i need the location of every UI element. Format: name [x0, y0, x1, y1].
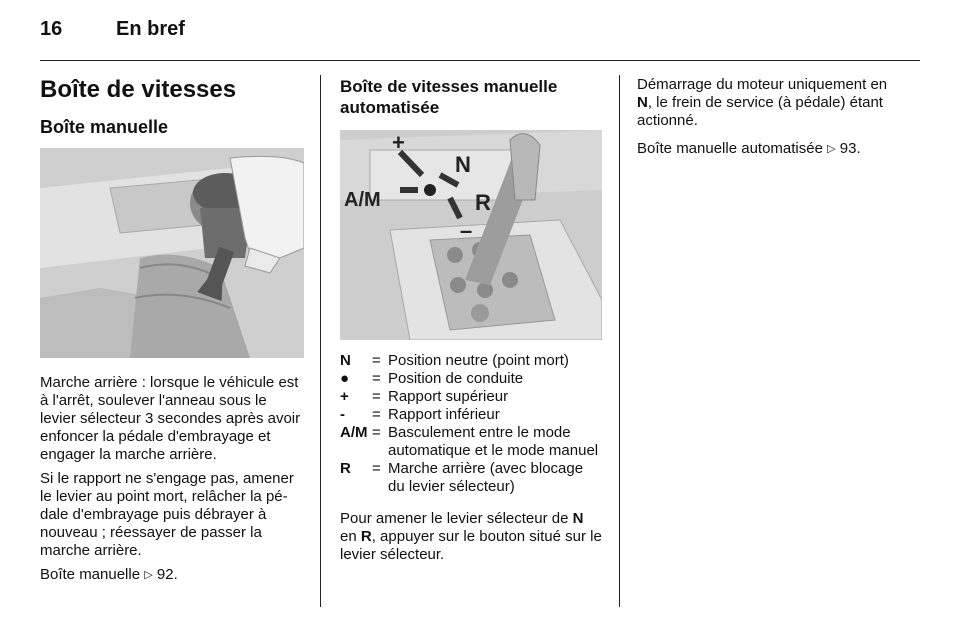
reference-label: Boîte manuelle: [40, 566, 141, 583]
text-run: Démarrage du moteur uniquement en: [637, 76, 888, 93]
legend-equals: =: [372, 352, 381, 369]
legend-key: -: [340, 406, 345, 423]
legend-key: ●: [340, 370, 350, 387]
page-number: 16: [40, 18, 63, 40]
reference-page: 92.: [156, 566, 178, 583]
column-notes: [637, 76, 903, 168]
header-divider: [40, 60, 920, 61]
automated-gearbox-illustration: [340, 130, 602, 340]
column-divider: [619, 75, 620, 607]
legend-key: R: [340, 460, 351, 477]
column-automated-gearbox: [340, 76, 602, 570]
paragraph: Si le rapport ne s'engage pas, amener le levier au point mort, relâcher la pédale d'embrayage puis débrayer à nouveau ; réessayer de passer la marche arrière.: [40, 470, 294, 559]
reference-label: Boîte manuelle automatisée: [637, 140, 823, 157]
reference-page: 93.: [839, 140, 861, 157]
chapter-title: Boîte de vitesses: [40, 76, 237, 103]
legend-desc: Rapport supérieur: [388, 388, 509, 405]
text-run: , appuyer sur le bouton situé sur le levier sélecteur.: [340, 528, 602, 563]
cross-reference: [637, 140, 903, 158]
legend-equals: =: [372, 370, 381, 387]
legend-equals: =: [372, 460, 381, 477]
page-reference-icon: ▷: [144, 569, 153, 581]
legend-row: [340, 424, 602, 460]
text-run-bold: N: [637, 94, 648, 111]
legend-row: [340, 460, 602, 496]
section-title: En bref: [116, 18, 185, 40]
legend-desc: Rapport inférieur: [388, 406, 500, 423]
legend-key: A/M: [340, 424, 368, 441]
legend-row: [340, 370, 602, 388]
page-header: [40, 18, 920, 58]
paragraph: [637, 76, 903, 130]
legend-desc: Basculement entre le mode automatique et le mode manuel: [388, 424, 599, 459]
legend-row: [340, 406, 602, 424]
legend-desc: Position neutre (point mort): [388, 352, 569, 369]
legend-list: [340, 352, 602, 496]
legend-equals: =: [372, 406, 381, 423]
selector-lever-drawing: [340, 130, 602, 340]
legend-key: N: [340, 352, 351, 369]
legend-desc: Marche arrière (avec blocage du levier sélecteur): [388, 460, 584, 495]
figure-label-minus: –: [460, 218, 473, 243]
text-run: en: [340, 528, 357, 545]
manual-gearbox-illustration: [40, 148, 304, 358]
legend-equals: =: [372, 424, 381, 441]
legend-equals: =: [372, 388, 381, 405]
text-run: Pour amener le levier sélecteur de: [340, 510, 569, 527]
legend-row: [340, 352, 602, 370]
figure-label-am: A/M: [344, 189, 381, 211]
subsection-title: Boîte manuelle: [40, 117, 169, 137]
legend-desc: Position de conduite: [388, 370, 524, 387]
subsection-title: Boîte de vitesses manuelle automatisée: [340, 77, 558, 117]
column-manual-gearbox: [40, 76, 304, 590]
text-run: , le frein de service (à pédale) étant actionné.: [637, 94, 883, 129]
cross-reference: [40, 566, 304, 584]
text-run-bold: R: [360, 528, 372, 545]
figure-label-r: R: [475, 190, 491, 215]
figure-label-plus: +: [392, 130, 405, 155]
figure-label-n: N: [455, 152, 471, 177]
column-divider: [320, 75, 321, 607]
page-reference-icon: ▷: [827, 143, 836, 155]
text-run-bold: N: [572, 510, 584, 527]
legend-row: [340, 388, 602, 406]
paragraph: Marche arrière : lorsque le véhicule est à l'arrêt, soulever l'anneau sous le levier sélecteur 3 secondes après avoir enfoncer la pédale d'embrayage et engager la marche arrière.: [40, 374, 301, 463]
paragraph: [340, 510, 602, 564]
legend-key: +: [340, 388, 349, 405]
gear-lever-drawing: [40, 148, 304, 358]
